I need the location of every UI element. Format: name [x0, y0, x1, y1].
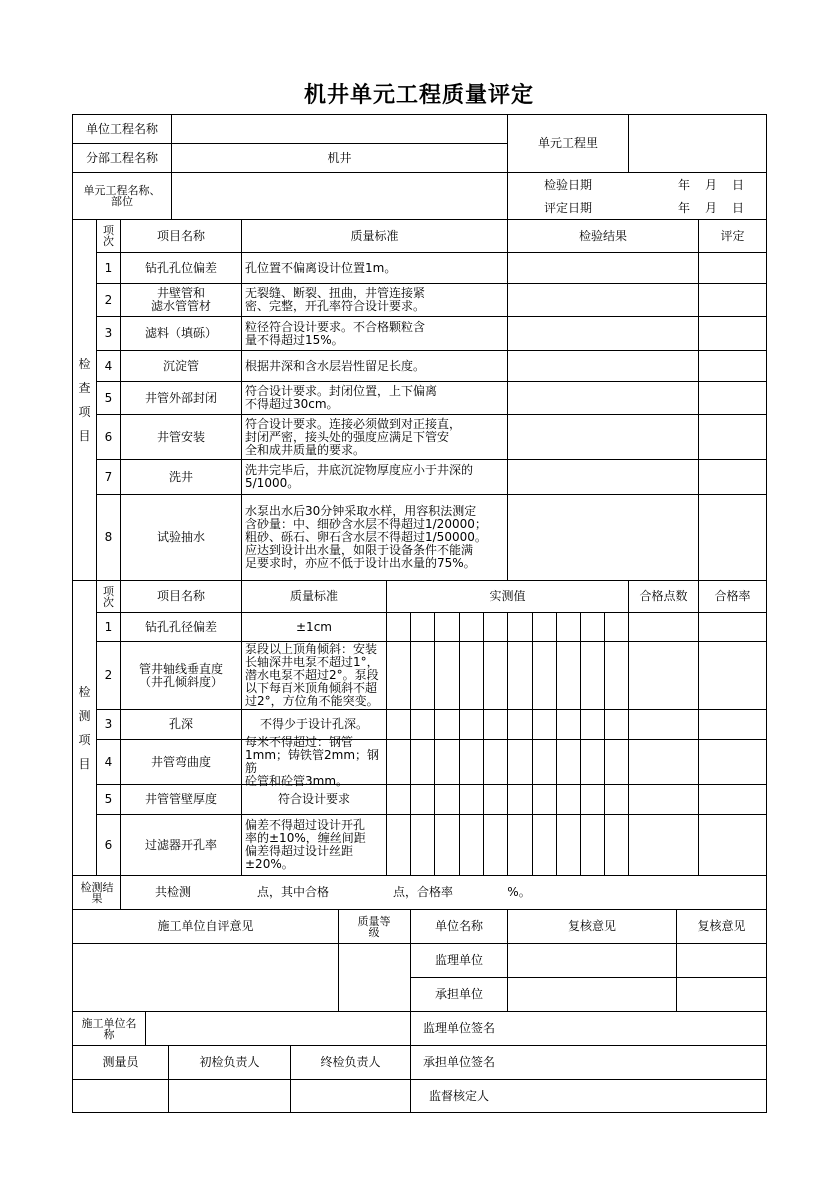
detect-side-char: 测: [78, 709, 91, 723]
sub-project-label: 分部工程名称: [85, 150, 158, 165]
builder-name-label: 施工单位名称: [81, 1016, 137, 1041]
check-row-name: 井壁管和 滤水管管材: [150, 286, 211, 313]
check-row-no: 5: [104, 390, 113, 405]
check-side-char: 检: [78, 357, 91, 371]
page-title: 机井单元工程质量评定: [303, 82, 534, 108]
detect-row-standard: ±1cm: [296, 619, 332, 634]
detect-row-no: 3: [104, 717, 113, 731]
check-row-name: 沉淀管: [162, 358, 199, 373]
detect-row-no: 4: [104, 754, 113, 769]
unit-project-label: 单位工程名称: [85, 121, 158, 136]
check-side-char: 查: [78, 381, 91, 395]
check-row-standard: 孔位置不偏离设计位置1m。: [245, 260, 397, 275]
sub-project-value: 机井: [327, 150, 352, 165]
detect-row-standard: 每米不得超过：钢管 1mm；铸铁管2mm；钢筋 砼管和砼管3mm。: [245, 735, 380, 788]
result-points-mid: 点，其中合格: [256, 885, 329, 899]
check-row-standard: 水泵出水后30分钟采取水样，用容积法测定 含砂量：中、细砂含水层不得超过1/20000； 粗砂、砾石、卵石含水层不得超过1/50000。 应达到设计出水量，如限于设备条件不能满 足要求时，亦应不低于设计出水量的75%。: [245, 504, 487, 570]
detect-side-char: 目: [78, 757, 91, 771]
detect-col-name: 项目名称: [156, 589, 205, 603]
inspect-date-label: 检验日期: [543, 177, 592, 192]
review-opinion-label-2: 复核意见: [697, 919, 746, 933]
detect-row-no: 5: [104, 792, 113, 806]
first-check-label: 初检负责人: [199, 1055, 260, 1069]
detect-row-name: 孔深: [168, 717, 193, 731]
supervisor-unit-label: 监理单位: [434, 953, 483, 967]
inspector-label: 监督核定人: [428, 1088, 489, 1103]
inspect-day: 日: [731, 177, 744, 192]
check-row-name: 井管外部封闭: [144, 390, 217, 405]
undertake-sign-label: 承担单位签名: [422, 1055, 495, 1069]
result-points-end: 点，合格率: [392, 885, 453, 899]
review-opinion-label: 复核意见: [567, 919, 616, 933]
check-side-label: [73, 220, 96, 580]
detect-side-char: 检: [78, 685, 91, 699]
check-col-result: 检验结果: [578, 228, 627, 243]
assess-month: 月: [704, 200, 717, 215]
check-col-assess: 评定: [720, 228, 745, 243]
check-row-name: 试验抽水: [156, 530, 205, 544]
check-side-char: 目: [78, 429, 91, 443]
detect-col-no: 项次: [103, 584, 114, 609]
undertake-unit-label: 承担单位: [434, 987, 483, 1001]
result-pct: %。: [507, 885, 531, 899]
check-row-standard: 符合设计要求。连接必须做到对正接直， 封闭严密，接头处的强度应满足下管安 全和成井质量的要求。: [245, 416, 462, 457]
detect-row-no: 6: [104, 837, 113, 852]
check-row-no: 8: [104, 530, 113, 544]
assess-date-label: 评定日期: [543, 200, 592, 215]
detect-col-points: 合格点数: [639, 589, 688, 603]
quantity-label: 单元工程里: [537, 136, 598, 150]
check-row-name: 钻孔孔位偏差: [144, 260, 217, 275]
detect-col-measured: 实测值: [489, 589, 526, 603]
surveyor-label: 测量员: [102, 1055, 139, 1069]
check-row-standard: 根据井深和含水层岩性留足长度。: [245, 358, 426, 373]
unit-name-label: 单位名称: [434, 919, 483, 933]
detect-row-standard: 偏差不得超过设计开孔 率的±10%，缠丝间距 偏差得超过设计丝距 ±20%。: [245, 818, 366, 871]
detect-row-name: 井管管壁厚度: [144, 792, 217, 806]
detect-row-no: 2: [104, 668, 113, 682]
check-row-no: 3: [104, 326, 113, 340]
check-row-no: 6: [104, 429, 113, 444]
check-row-name: 洗井: [168, 469, 193, 484]
check-row-standard: 无裂缝、断裂、扭曲，井管连接紧 密、完整，开孔率符合设计要求。: [245, 286, 426, 313]
check-row-no: 2: [104, 292, 113, 307]
detect-row-standard: 不得少于设计孔深。: [259, 717, 368, 731]
check-side-char: 项: [78, 405, 91, 419]
self-opinion-label: 施工单位自评意见: [157, 919, 254, 933]
detect-row-name: 过滤器开孔率: [144, 837, 217, 852]
detect-col-rate: 合格率: [714, 589, 751, 603]
final-check-label: 终检负责人: [320, 1055, 381, 1069]
detect-row-name: 钻孔孔径偏差: [144, 619, 217, 634]
quality-grade-label: 质量等级: [357, 914, 391, 939]
detect-side-label: [73, 581, 96, 875]
check-row-name: 滤料（填砾）: [144, 326, 217, 340]
check-row-no: 4: [104, 358, 113, 373]
detect-row-no: 1: [104, 619, 113, 634]
detect-row-standard: 泵段以上顶角倾斜：安装 长轴深井电泵不超过1°， 潜水电泵不超过2°。泵段 以下每百米顶角倾斜不超 过2°，方位角不能突变。: [245, 642, 379, 708]
check-row-standard: 洗井完毕后，井底沉淀物厚度应小于井深的 5/1000。: [245, 463, 474, 490]
detect-col-standard: 质量标准: [289, 589, 338, 603]
element-label: 单元工程名称、部位: [83, 184, 161, 208]
check-col-standard: 质量标准: [350, 228, 399, 243]
inspect-month: 月: [704, 177, 717, 192]
assess-day: 日: [731, 200, 744, 215]
check-col-no: 项次: [103, 224, 114, 248]
inspect-year: 年: [677, 177, 690, 192]
assess-year: 年: [677, 200, 690, 215]
detect-row-standard: 符合设计要求: [277, 792, 350, 806]
detect-row-name: 井管弯曲度: [150, 754, 211, 769]
check-row-standard: 粒径符合设计要求。不合格颗粒含 量不得超过15%。: [245, 319, 426, 347]
check-row-name: 井管安装: [156, 429, 205, 444]
supervisor-sign-label: 监理单位签名: [422, 1021, 495, 1035]
check-row-no: 1: [104, 260, 113, 275]
result-total: 共检测: [154, 885, 191, 899]
check-col-name: 项目名称: [156, 228, 205, 243]
check-row-standard: 符合设计要求。封闭位置，上下偏离 不得超过30cm。: [245, 384, 438, 411]
detect-side-char: 项: [78, 733, 91, 747]
detect-row-name: 管井轴线垂直度 （井孔倾斜度）: [138, 661, 223, 689]
check-row-no: 7: [104, 469, 113, 484]
result-label: 检测结果: [80, 880, 114, 905]
